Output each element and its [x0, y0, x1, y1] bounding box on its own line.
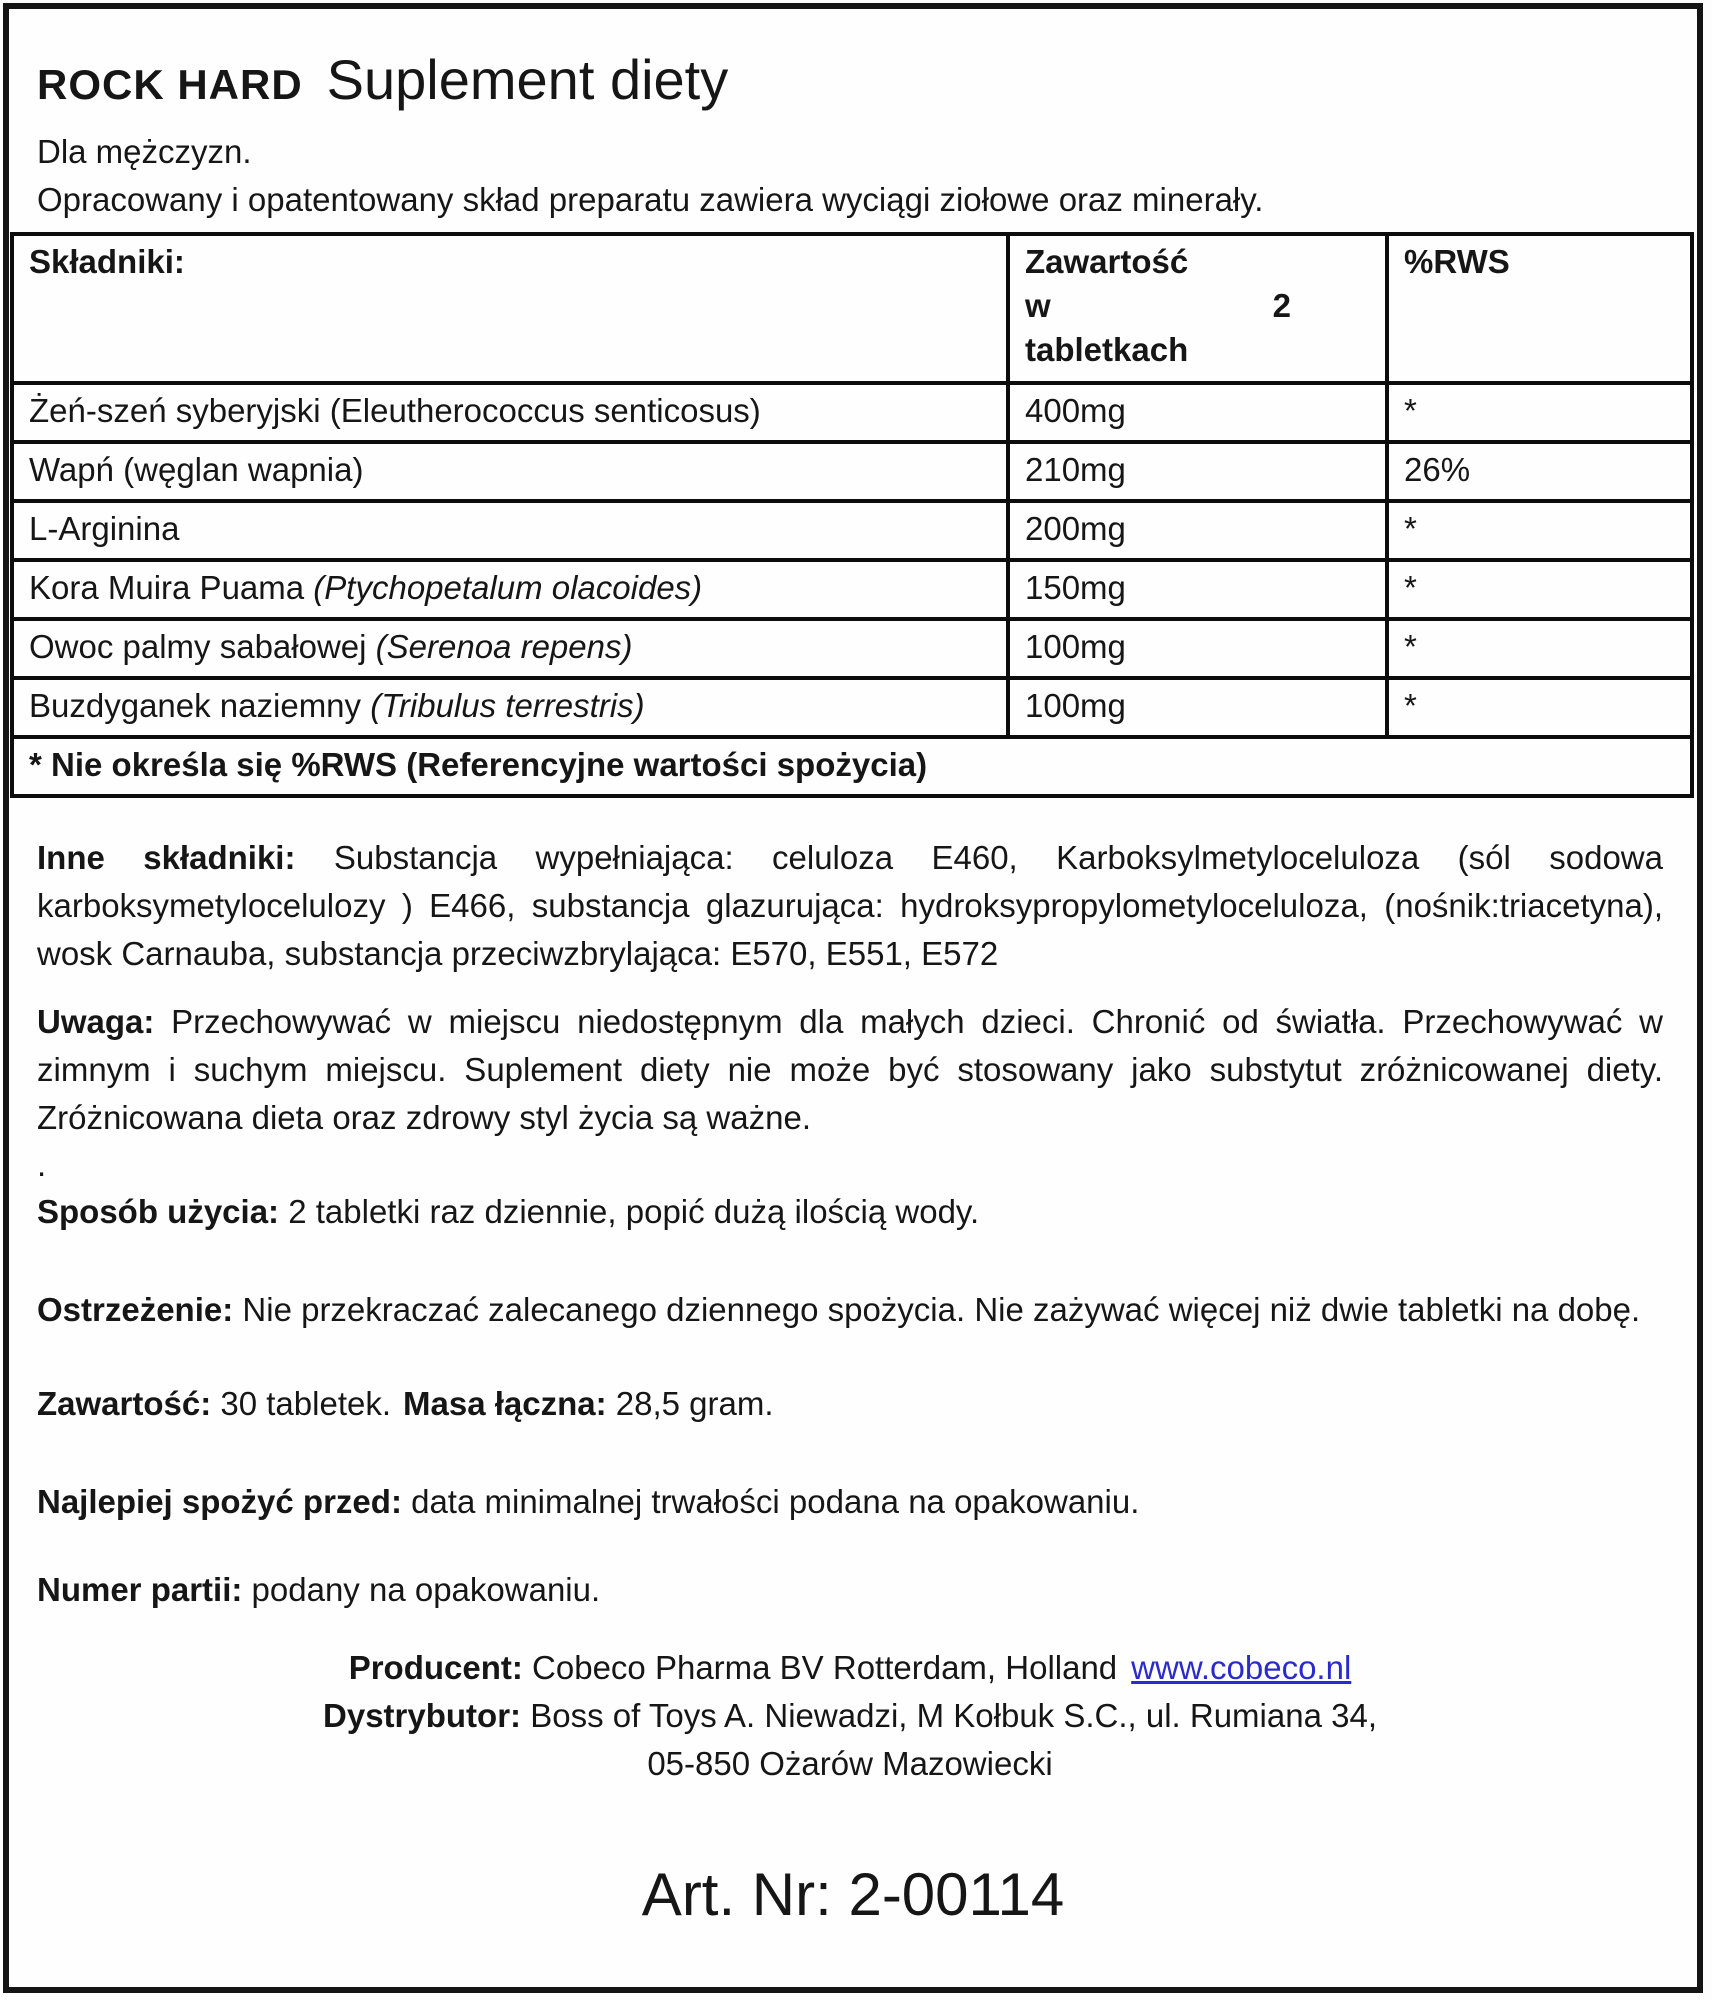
table-row — [12, 678, 1692, 737]
sposob-label: Sposób użycia: — [37, 1193, 280, 1230]
amount-cell: 400mg — [1008, 383, 1387, 442]
zawartosc-label: Zawartość: — [37, 1385, 212, 1422]
inne-label: Inne składniki: — [37, 839, 296, 876]
zawartosc-line1: Zawartość — [1025, 243, 1189, 280]
audience-line: Dla mężczyzn. — [37, 133, 252, 170]
section-numer-partii: Numer partii: podany na opakowaniu. — [37, 1571, 601, 1608]
col-header-zawartosc — [1008, 234, 1387, 383]
table-row — [12, 560, 1692, 619]
rws-cell: * — [1387, 619, 1692, 678]
amount-cell: 210mg — [1008, 442, 1387, 501]
table-row — [12, 501, 1692, 560]
numer-partii-label: Numer partii: — [37, 1571, 243, 1608]
amount-cell: 100mg — [1008, 619, 1387, 678]
section-najlepiej-spozyc: Najlepiej spożyć przed: data minimalnej trwałości podana na opakowaniu. — [37, 1483, 1140, 1520]
zawartosc-line2: w 2 — [1025, 287, 1291, 324]
intro-line: Opracowany i opatentowany skład preparatu zawiera wyciągi ziołowe oraz minerały. — [37, 181, 1264, 218]
uwaga-label: Uwaga: — [37, 1003, 155, 1040]
amount-cell: 200mg — [1008, 501, 1387, 560]
section-inne-skladniki: Inne składniki: Substancja wypełniająca: celuloza E460, Karboksylmetyloceluloza (sól sodowa karboksymetylocelulozy ) E466, substancja glazurująca: hydroksypropylometyloceluloza, (nośnik:triacetyna), wosk Carnauba, substancja przeciwzbrylająca: E570, E551, E572 — [37, 839, 1663, 972]
table-header-row — [12, 234, 1692, 383]
table-footnote-row — [12, 737, 1692, 796]
cobeco-link[interactable]: www.cobeco.nl — [1131, 1649, 1352, 1686]
brand-name: ROCK HARD — [37, 61, 303, 108]
ingredient-name-cell: Buzdyganek naziemny (Tribulus terrestris) — [12, 678, 1008, 737]
ingredient-name-cell: Owoc palmy sabałowej (Serenoa repens) — [12, 619, 1008, 678]
ingredients-table — [10, 232, 1694, 798]
col-header-rws: %RWS — [1387, 234, 1692, 383]
col-header-skladniki: Składniki: — [12, 234, 1008, 383]
amount-cell: 150mg — [1008, 560, 1387, 619]
ingredient-name-cell: Żeń-szeń syberyjski (Eleutherococcus senticosus) — [12, 383, 1008, 442]
amount-cell: 100mg — [1008, 678, 1387, 737]
dystrybutor-line: Dystrybutor: Boss of Toys A. Niewadzi, M Kołbuk S.C., ul. Rumiana 34, — [323, 1697, 1377, 1734]
ingredient-name-cell: Wapń (węglan wapnia) — [12, 442, 1008, 501]
section-sposob-uzycia: Sposób użycia: 2 tabletki raz dziennie, popić dużą ilością wody. — [37, 1193, 980, 1230]
table-row — [12, 619, 1692, 678]
rws-cell: * — [1387, 501, 1692, 560]
ingredient-name-cell: L-Arginina — [12, 501, 1008, 560]
section-uwaga: Uwaga: Przechowywać w miejscu niedostępnym dla małych dzieci. Chronić od światła. Przechowywać w zimnym i suchym miejscu. Suplement diety nie może być stosowany jako substytut zróżnicowanej diety. Zróżnicowana dieta oraz zdrowy styl życia są ważne. — [37, 1003, 1663, 1136]
zawartosc-line3: tabletkach — [1025, 331, 1189, 368]
ostrzezenie-label: Ostrzeżenie: — [37, 1291, 234, 1328]
najlepiej-label: Najlepiej spożyć przed: — [37, 1483, 402, 1520]
rws-cell: * — [1387, 383, 1692, 442]
dystrybutor-label: Dystrybutor: — [323, 1697, 522, 1734]
producent-line: Producent: Cobeco Pharma BV Rotterdam, Holland www.cobeco.nl — [348, 1649, 1352, 1686]
label-border — [3, 3, 1703, 1993]
producent-label: Producent: — [348, 1649, 523, 1686]
product-type: Suplement diety — [326, 48, 729, 111]
section-ostrzezenie: Ostrzeżenie: Nie przekraczać zalecanego dziennego spożycia. Nie zażywać więcej niż dwie tabletki na dobę. — [37, 1291, 1641, 1328]
rws-cell: * — [1387, 678, 1692, 737]
address-line: 05-850 Ożarów Mazowiecki — [647, 1745, 1053, 1782]
article-number: Art. Nr: 2-00114 — [641, 1861, 1065, 1928]
table-row — [12, 383, 1692, 442]
masa-laczna-label: Masa łączna: — [403, 1385, 607, 1422]
table-row — [12, 442, 1692, 501]
table-footnote: * Nie określa się %RWS (Referencyjne wartości spożycia) — [12, 737, 1692, 796]
rws-cell: 26% — [1387, 442, 1692, 501]
section-zawartosc: Zawartość: 30 tabletek. Masa łączna: 28,5 gram. — [37, 1385, 774, 1422]
rws-cell: * — [1387, 560, 1692, 619]
ingredient-name-cell: Kora Muira Puama (Ptychopetalum olacoides) — [12, 560, 1008, 619]
stray-dot-line: . — [37, 1146, 47, 1183]
page-title — [37, 47, 1665, 112]
